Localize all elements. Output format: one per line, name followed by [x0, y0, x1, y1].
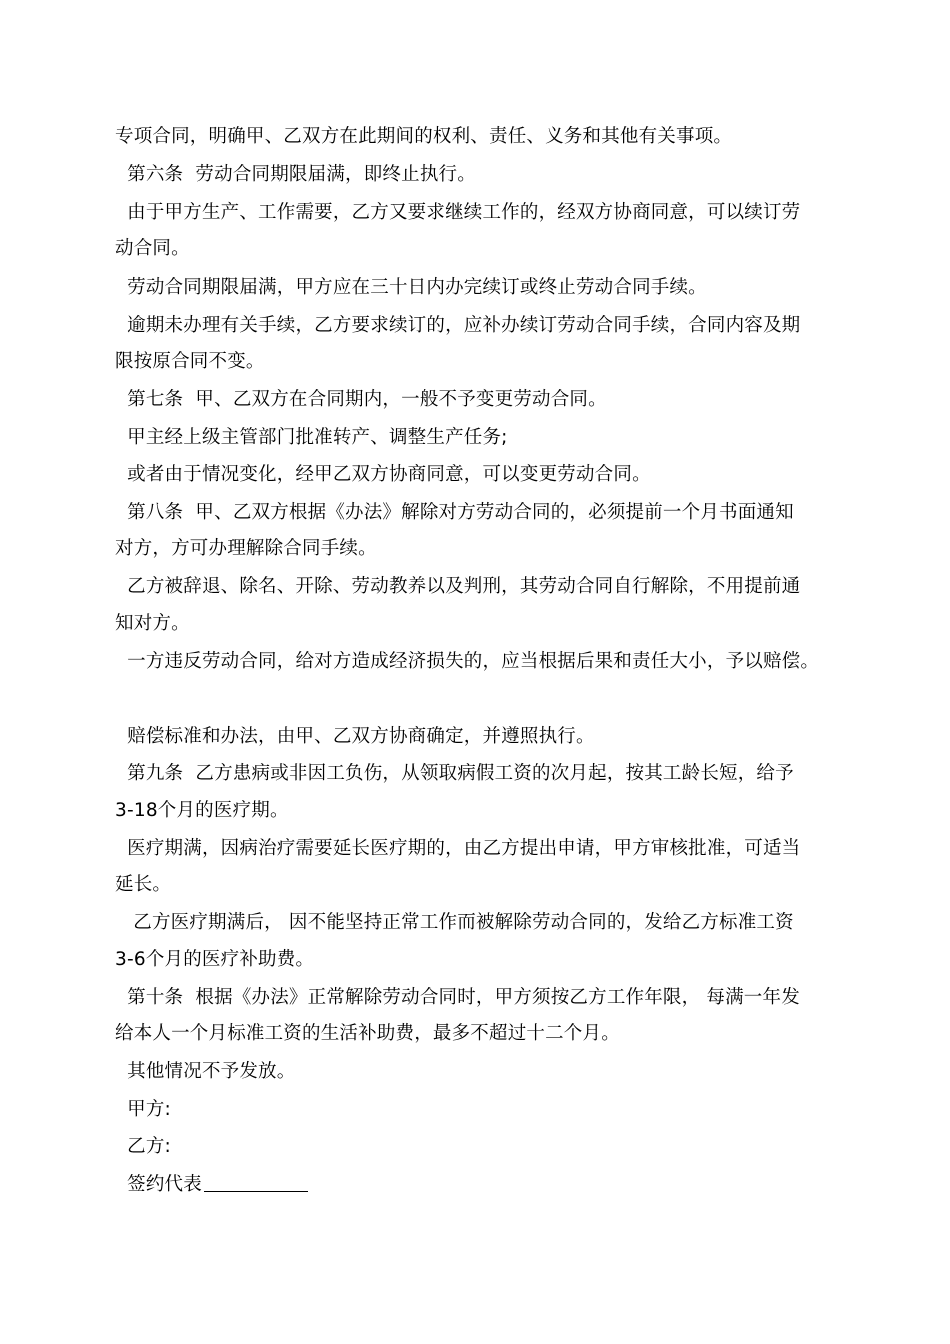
- signature-line: [115, 1172, 308, 1198]
- text-line-20: 延长。: [115, 874, 172, 895]
- text-line-4: 动合同。: [115, 238, 190, 259]
- text-line-15: 一方违反劳动合同，给对方造成经济损失的，应当根据后果和责任大小，予以赔偿。: [115, 651, 820, 672]
- text-line-24: 给本人一个月标准工资的生活补助费，最多不超过十二个月。: [115, 1023, 620, 1044]
- text-line-22: 3-6个月的医疗补助费。: [115, 949, 315, 970]
- text-line-10: 或者由于情况变化，经甲乙双方协商同意，可以变更劳动合同。: [115, 464, 651, 485]
- text-line-26: 甲方:: [115, 1099, 171, 1120]
- text-line-8: 第七条 甲、乙双方在合同期内，一般不予变更劳动合同。: [115, 389, 607, 410]
- text-line-9: 甲主经上级主管部门批准转产、调整生产任务;: [115, 427, 508, 448]
- text-line-2: 第六条 劳动合同期限届满，即终止执行。: [115, 164, 476, 185]
- text-line-17: 第九条 乙方患病或非因工负伤，从领取病假工资的次月起，按其工龄长短，给予: [115, 763, 794, 784]
- text-line-13: 乙方被辞退、除名、开除、劳动教养以及判刑，其劳动合同自行解除，不用提前通: [115, 576, 801, 597]
- text-line-11: 第八条 甲、乙双方根据《办法》解除对方劳动合同的，必须提前一个月书面通知: [115, 502, 794, 523]
- text-line-6: 逾期未办理有关手续，乙方要求续订的，应补办续订劳动合同手续，合同内容及期: [115, 315, 801, 336]
- text-line-16: 赔偿标准和办法，由甲、乙双方协商确定，并遵照执行。: [115, 726, 595, 747]
- text-line-23: 第十条 根据《办法》正常解除劳动合同时，甲方须按乙方工作年限， 每满一年发: [115, 987, 800, 1008]
- text-line-5: 劳动合同期限届满，甲方应在三十日内办完续订或终止劳动合同手续。: [115, 277, 707, 298]
- signature-blank: [204, 1173, 308, 1192]
- text-line-7: 限按原合同不变。: [115, 351, 265, 372]
- text-line-21: 乙方医疗期满后， 因不能坚持正常工作而被解除劳动合同的，发给乙方标准工资: [115, 912, 794, 933]
- text-line-25: 其他情况不予发放。: [115, 1061, 296, 1082]
- text-line-18: 3-18个月的医疗期。: [115, 800, 289, 821]
- text-line-19: 医疗期满，因病治疗需要延长医疗期的，由乙方提出申请，甲方审核批准，可适当: [115, 838, 801, 859]
- text-line-3: 由于甲方生产、工作需要，乙方又要求继续工作的，经双方协商同意，可以续订劳: [115, 202, 801, 223]
- signature-label: 签约代表: [115, 1174, 202, 1195]
- text-line-27: 乙方:: [115, 1136, 171, 1157]
- text-line-1: 专项合同，明确甲、乙双方在此期间的权利、责任、义务和其他有关事项。: [115, 126, 733, 147]
- text-line-14: 知对方。: [115, 613, 190, 634]
- text-line-12: 对方，方可办理解除合同手续。: [115, 538, 377, 559]
